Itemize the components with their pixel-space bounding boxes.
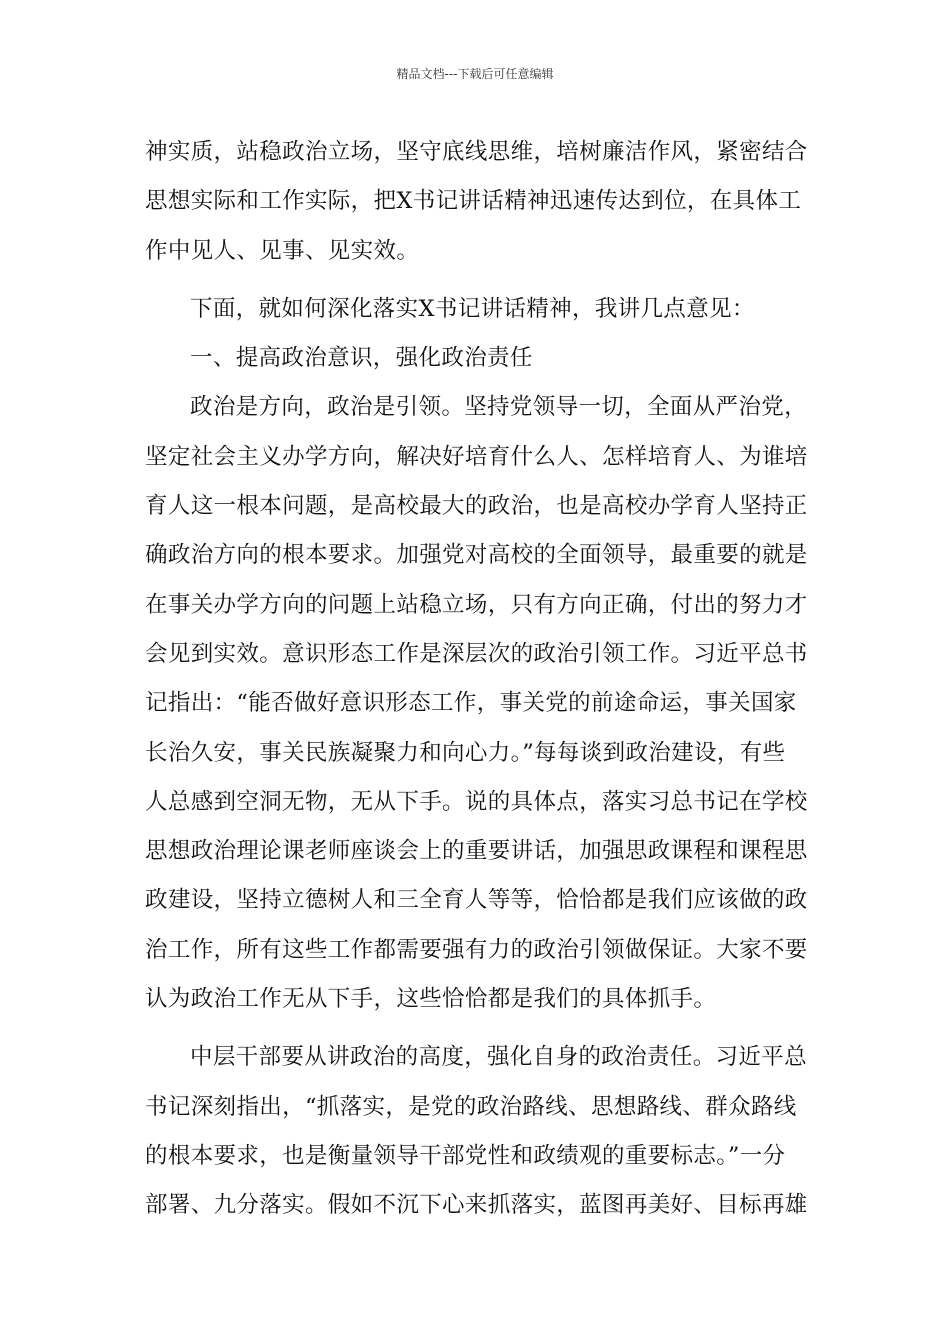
text-line: 治工作，所有这些工作都需要强有力的政治引领做保证。大家不要 (145, 936, 808, 963)
text-line: 会见到实效。意识形态工作是深层次的政治引领工作。习近平总书 (145, 640, 808, 667)
text-line: 部署、九分落实。假如不沉下心来抓落实，蓝图再美好、目标再雄 (145, 1192, 808, 1219)
text-line: 政治是方向，政治是引领。坚持党领导一切，全面从严治党， (190, 394, 807, 421)
paragraph (145, 383, 810, 1024)
page-header: 精品文档---下载后可任意编辑 (396, 67, 554, 81)
text-line: 人总感到空洞无物，无从下手。说的具体点，落实习总书记在学校 (145, 788, 808, 815)
text-line: 书记深刻指出，“抓落实，是党的政治路线、思想路线、群众路线 (145, 1093, 797, 1120)
paragraph (145, 285, 810, 334)
text-line: 政建设，坚持立德树人和三全育人等等，恰恰都是我们应该做的政 (145, 887, 808, 914)
text-line: 思想实际和工作实际，把X书记讲话精神迅速传达到位，在具体工 (145, 188, 802, 215)
text-line: 下面，就如何深化落实X书记讲话精神，我讲几点意见： (190, 295, 755, 322)
text-line: 长治久安，事关民族凝聚力和向心力。”每每谈到政治建设，有些 (145, 739, 786, 766)
text-line: 确政治方向的根本要求。加强党对高校的全面领导，最重要的就是 (145, 542, 808, 569)
paragraph (145, 128, 810, 276)
text-line: 育人这一根本问题，是高校最大的政治，也是高校办学育人坚持正 (145, 493, 808, 520)
text-line: 的根本要求，也是衡量领导干部党性和政绩观的重要标志。”一分 (145, 1142, 786, 1169)
document-body (145, 128, 810, 1231)
text-line: 坚定社会主义办学方向，解决好培育什么人、怎样培育人、为谁培 (145, 443, 808, 470)
text-line: 神实质，站稳政治立场，坚守底线思维，培树廉洁作风，紧密结合 (145, 139, 808, 165)
text-line: 作中见人、见事、见实效。 (145, 237, 420, 264)
text-line: 在事关办学方向的问题上站稳立场，只有方向正确，付出的努力才 (145, 591, 808, 618)
text-line: 认为政治工作无从下手，这些恰恰都是我们的具体抓手。 (145, 986, 717, 1013)
heading-line: 一、提高政治意识，强化政治责任 (190, 345, 533, 372)
text-line: 思想政治理论课老师座谈会上的重要讲话，加强思政课程和课程思 (145, 838, 808, 865)
section-heading (145, 334, 810, 383)
text-line: 中层干部要从讲政治的高度，强化自身的政治责任。习近平总 (190, 1044, 807, 1071)
paragraph (145, 1033, 810, 1230)
text-line: 记指出：“能否做好意识形态工作，事关党的前途命运，事关国家 (145, 690, 797, 717)
